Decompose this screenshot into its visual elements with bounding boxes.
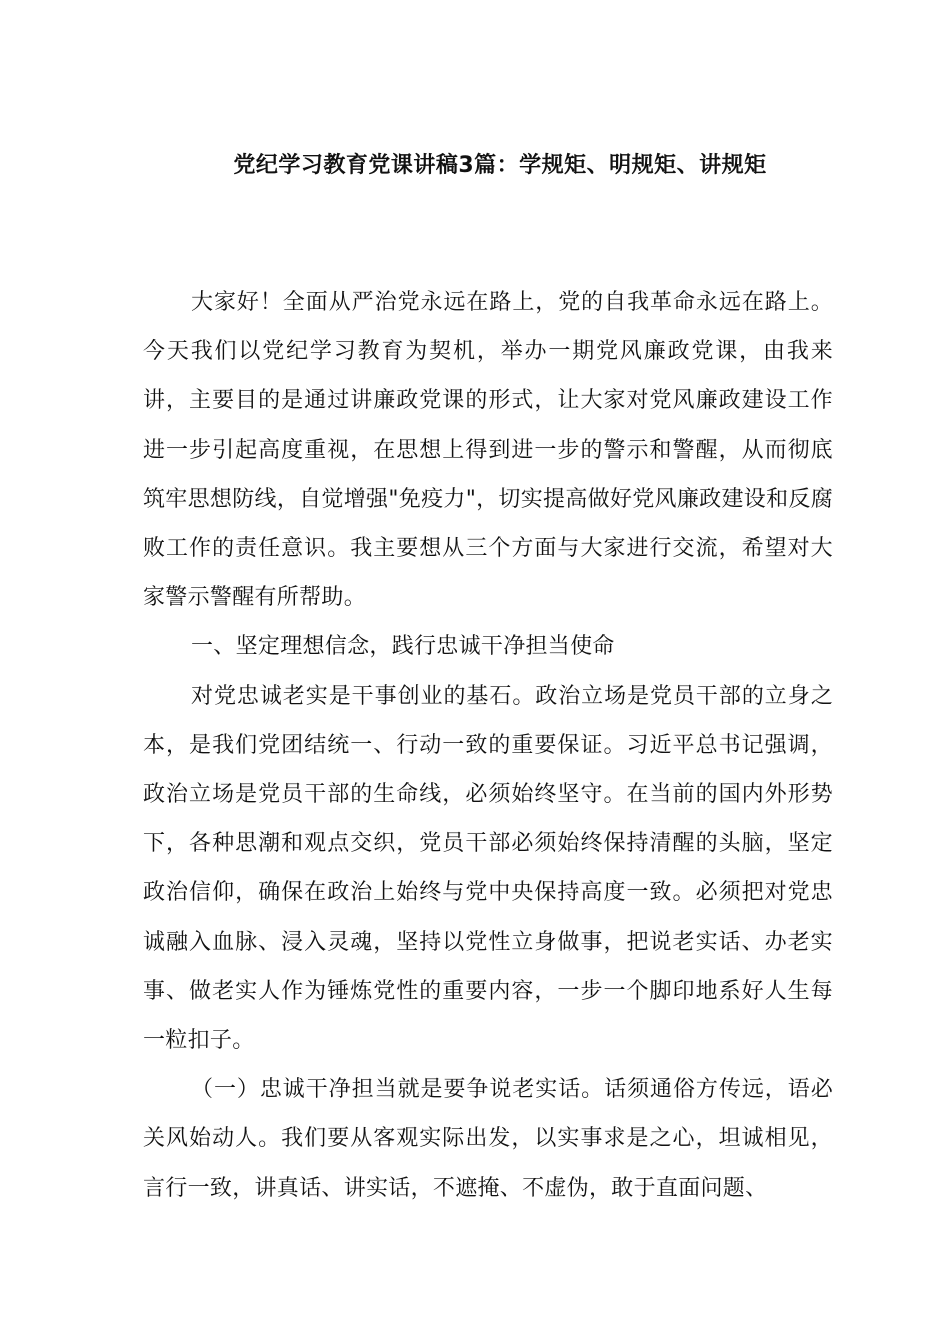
paragraph-intro: 大家好！全面从严治党永远在路上，党的自我革命永远在路上。今天我们以党纪学习教育为契机，举办一期党风廉政党课，由我来讲，主要目的是通过讲廉政党课的形式，让大家对党风廉政建设工作进一步引起高度重视，在思想上得到进一步的警示和警醒，从而彻底筑牢思想防线，自觉增强"免疫力"，切实提高做好党风廉政建设和反腐败工作的责任意识。我主要想从三个方面与大家进行交流，希望对大家警示警醒有所帮助。 xyxy=(143,290,833,611)
paragraph-section-1: 对党忠诚老实是干事创业的基石。政治立场是党员干部的立身之本，是我们党团结统一、行动一致的重要保证。习近平总书记强调，政治立场是党员干部的生命线，必须始终坚守。在当前的国内外形势下，各种思潮和观点交织，党员干部必须始终保持清醒的头脑，坚定政治信仰，确保在政治上始终与党中央保持高度一致。必须把对党忠诚融入血脉、浸入灵魂，坚持以党性立身做事，把说老实话、办老实事、做老实人作为锤炼党性的重要内容，一步一个脚印地系好人生每一粒扣子。 xyxy=(143,683,833,1054)
section-heading-1: 一、坚定理想信念，践行忠诚干净担当使命 xyxy=(191,634,615,660)
document-title: 党纪学习教育党课讲稿3篇：学规矩、明规矩、讲规矩 xyxy=(233,152,767,178)
document-body xyxy=(143,278,833,1213)
subsection-paragraph-1: （一）忠诚干净担当就是要争说老实话。话须通俗方传远，语必关风始动人。我们要从客观实际出发，以实事求是之心，坦诚相见，言行一致，讲真话、讲实话，不遮掩、不虚伪，敢于直面问题、 xyxy=(143,1077,833,1201)
